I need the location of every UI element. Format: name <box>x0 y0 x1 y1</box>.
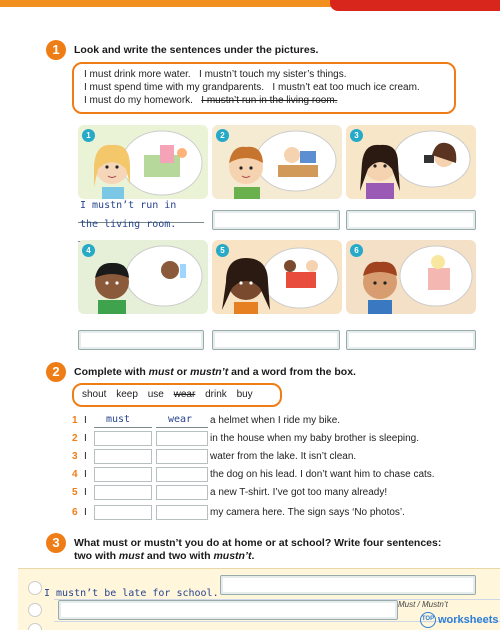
question-text: a helmet when I ride my bike. <box>210 415 341 426</box>
word: drink <box>205 389 227 400</box>
picture-6 <box>346 240 476 314</box>
question-6 <box>72 507 492 521</box>
picture-badge: 1 <box>82 129 95 142</box>
notebook-ring <box>28 581 42 595</box>
answer-field-word[interactable] <box>156 485 208 500</box>
word: use <box>147 389 164 400</box>
picture-badge: 3 <box>350 129 363 142</box>
answer-must: must <box>106 414 131 425</box>
picture-badge: 6 <box>350 244 363 257</box>
picture-2-illustration <box>212 125 342 199</box>
picture-badge: 2 <box>216 129 229 142</box>
notebook-ring <box>28 603 42 617</box>
question-subject: I <box>84 433 87 444</box>
sentence: I mustn’t touch my sister’s things. <box>199 69 347 80</box>
question-number: 4 <box>72 469 78 480</box>
exercise-3-example: I mustn’t be late for school. <box>44 588 219 599</box>
exercise-3-instruction-line-2: two with must and two with mustn’t. <box>74 550 255 562</box>
picture-5 <box>212 240 342 314</box>
question-2 <box>72 433 492 447</box>
picture-6-illustration <box>346 240 476 314</box>
exercise-3-answer-box-1[interactable] <box>220 575 476 595</box>
question-3 <box>72 451 492 465</box>
question-subject: I <box>84 507 87 518</box>
question-number: 2 <box>72 433 78 444</box>
answer-field-must[interactable] <box>94 449 152 464</box>
notebook-ring <box>28 623 42 630</box>
picture-badge: 5 <box>216 244 229 257</box>
watermark-logo: TOP <box>420 612 436 628</box>
answer-field-word[interactable] <box>156 505 208 520</box>
question-number: 3 <box>72 451 78 462</box>
sentence: I mustn’t eat too much ice cream. <box>272 82 420 93</box>
question-text: my camera here. The sign says ‘No photos’. <box>210 507 405 518</box>
answer-5-box[interactable] <box>212 330 340 350</box>
answer-field-must[interactable] <box>94 505 152 520</box>
question-subject: I <box>84 469 87 480</box>
picture-1 <box>78 125 208 199</box>
sentence-used: I mustn’t run in the living room. <box>201 95 338 106</box>
answer-2-box[interactable] <box>212 210 340 230</box>
question-text: in the house when my baby brother is sleeping. <box>210 433 420 444</box>
exercise-1-instruction: Look and write the sentences under the pictures. <box>74 44 319 56</box>
answer-6-box[interactable] <box>346 330 476 350</box>
picture-4 <box>78 240 208 314</box>
answer-4-box[interactable] <box>78 330 204 350</box>
footer-topic-tag: Must / Mustn’t <box>398 600 448 609</box>
word-box <box>72 383 282 407</box>
question-text: water from the lake. It isn’t clean. <box>210 451 357 462</box>
exercise-3-instruction-line-1: What must or mustn’t you do at home or at school? Write four sentences: <box>74 537 442 549</box>
word: shout <box>82 389 107 400</box>
word: keep <box>116 389 138 400</box>
question-subject: I <box>84 487 87 498</box>
picture-4-illustration <box>78 240 208 314</box>
picture-5-illustration <box>212 240 342 314</box>
exercise-2-number: 2 <box>46 362 66 382</box>
picture-2 <box>212 125 342 199</box>
question-number: 5 <box>72 487 78 498</box>
sentence-box <box>72 62 456 114</box>
answer-field-must[interactable] <box>94 467 152 482</box>
picture-3 <box>346 125 476 199</box>
question-1 <box>72 415 492 429</box>
sentence: I must spend time with my grandparents. <box>84 82 265 93</box>
question-text: the dog on his lead. I don’t want him to chase cats. <box>210 469 435 480</box>
sentence: I must do my homework. <box>84 95 193 106</box>
watermark <box>420 612 499 628</box>
word: buy <box>236 389 253 400</box>
answer-3-box[interactable] <box>346 210 476 230</box>
picture-3-illustration <box>346 125 476 199</box>
answer-field-must[interactable] <box>94 485 152 500</box>
question-5 <box>72 487 492 501</box>
answer-field-word[interactable] <box>156 467 208 482</box>
answer-word: wear <box>168 414 193 425</box>
question-subject: I <box>84 451 87 462</box>
answer-field-must[interactable] <box>94 431 152 446</box>
word-used: wear <box>173 389 196 400</box>
question-number: 1 <box>72 415 78 426</box>
question-4 <box>72 469 492 483</box>
example-answer-line-2: the living room. <box>80 219 177 230</box>
question-subject: I <box>84 415 87 426</box>
example-answer-line-1: I mustn’t run in <box>80 200 177 211</box>
top-color-bar <box>0 0 500 12</box>
watermark-text: worksheets <box>438 613 499 626</box>
answer-field-word[interactable] <box>156 449 208 464</box>
picture-1-illustration <box>78 125 208 199</box>
exercise-3-answer-box-2[interactable] <box>58 600 398 620</box>
picture-badge: 4 <box>82 244 95 257</box>
exercise-3-number: 3 <box>46 533 66 553</box>
question-text: a new T-shirt. I’ve got too many already! <box>210 487 388 498</box>
exercise-2-instruction: Complete with must or mustn’t and a word from the box. <box>74 366 356 378</box>
exercise-1-number: 1 <box>46 40 66 60</box>
sentence: I must drink more water. <box>84 69 191 80</box>
answer-field-word[interactable] <box>156 431 208 446</box>
question-number: 6 <box>72 507 78 518</box>
red-stripe <box>330 0 500 11</box>
